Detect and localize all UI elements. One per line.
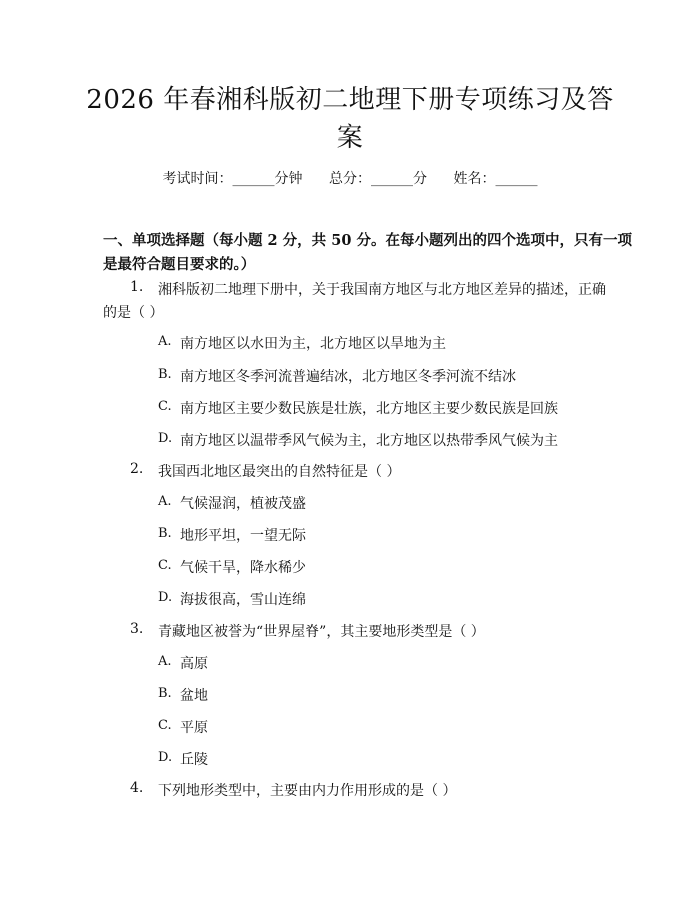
option-letter: D. xyxy=(158,431,173,446)
option-letter: D. xyxy=(158,590,173,605)
option-letter: C. xyxy=(158,718,172,733)
option-text: 丘陵 xyxy=(180,752,208,768)
page-title-continued: 案 xyxy=(336,123,364,153)
option-letter: C. xyxy=(158,399,172,414)
option-letter: A. xyxy=(158,334,172,349)
option-letter: C. xyxy=(158,558,172,573)
question-number: 4. xyxy=(130,780,144,796)
exam-meta xyxy=(0,168,700,188)
option-text: 气候干旱，降水稀少 xyxy=(180,560,306,576)
option-letter: B. xyxy=(158,367,172,382)
option-text: 高原 xyxy=(180,656,208,672)
page-title: 2026 年春湘科版初二地理下册专项练习及答 xyxy=(86,85,614,115)
option-text: 平原 xyxy=(180,720,208,736)
question-number: 1. xyxy=(130,279,144,295)
option-letter: D. xyxy=(158,750,173,765)
option-text: 南方地区以温带季风气候为主，北方地区以热带季风气候为主 xyxy=(180,433,558,449)
question-text: 青藏地区被誉为“世界屋脊”，其主要地形类型是（ ） xyxy=(158,624,485,640)
option-text: 海拔很高，雪山连绵 xyxy=(180,592,306,608)
exam-time-field: 考试时间：______分钟 xyxy=(162,171,303,187)
option-text: 盆地 xyxy=(180,688,208,704)
option-text: 地形平坦，一望无际 xyxy=(180,528,306,544)
question-number: 3. xyxy=(130,621,144,637)
student-name-field: 姓名：______ xyxy=(453,171,538,187)
question-text-continued: 的是（ ） xyxy=(103,305,164,321)
option-letter: B. xyxy=(158,686,172,701)
question-text: 湘科版初二地理下册中，关于我国南方地区与北方地区差异的描述，正确 xyxy=(158,282,606,298)
option-text: 南方地区冬季河流普遍结冰，北方地区冬季河流不结冰 xyxy=(180,369,516,385)
option-text: 气候湿润，植被茂盛 xyxy=(180,496,306,512)
option-text: 南方地区以水田为主，北方地区以旱地为主 xyxy=(180,336,446,352)
question-number: 2. xyxy=(130,461,144,477)
question-text: 我国西北地区最突出的自然特征是（ ） xyxy=(158,464,401,480)
question-text: 下列地形类型中，主要由内力作用形成的是（ ） xyxy=(158,783,457,799)
option-letter: B. xyxy=(158,526,172,541)
total-score-field: 总分：______分 xyxy=(329,171,427,187)
option-letter: A. xyxy=(158,654,172,669)
section-heading: 一、单项选择题（每小题 2 分，共 50 分。在每小题列出的四个选项中，只有一项 xyxy=(103,232,632,249)
option-text: 南方地区主要少数民族是壮族，北方地区主要少数民族是回族 xyxy=(180,401,558,417)
section-heading-continued: 是最符合题目要求的。） xyxy=(103,256,256,273)
option-letter: A. xyxy=(158,494,172,509)
